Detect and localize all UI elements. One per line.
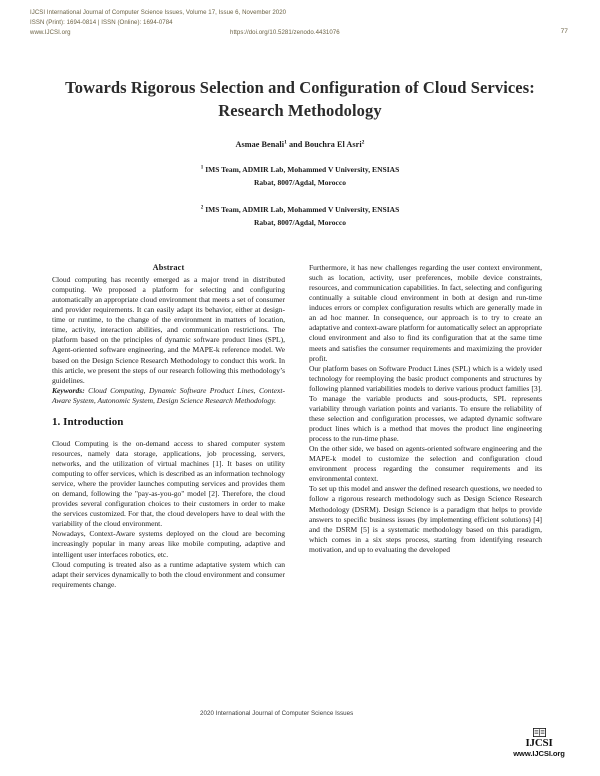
author-affiliation-marker-1: 1 bbox=[284, 139, 287, 146]
right-paragraph-3: On the other side, we based on agents-oriented software engineering and the MAPE-k model to customize the selection and configuration cloud environment process regarding the consumer requirements and its environmental context. bbox=[309, 444, 542, 484]
affiliation-2-line-1 bbox=[40, 203, 560, 216]
keywords-values: Cloud Computing, Dynamic Software Product Lines, Context-Aware System, Autonomic System, Design Science Research Methodology. bbox=[52, 385, 285, 405]
article-title-line-1: Towards Rigorous Selection and Configuration of Cloud Services: bbox=[65, 78, 535, 97]
abstract-heading: Abstract bbox=[152, 263, 185, 272]
affiliation-marker-1: 1 bbox=[200, 164, 204, 171]
header-third-line bbox=[30, 28, 570, 37]
article-title bbox=[40, 76, 560, 123]
intro-paragraph-2: Nowadays, Context-Aware systems deployed on the cloud are becoming increasingly popular in many areas like mobile computing, adaptive and intelligent user interfaces robotics, etc. bbox=[52, 529, 285, 559]
affiliation-1 bbox=[40, 163, 560, 189]
keywords-label: Keywords: bbox=[52, 385, 85, 395]
logo-website-link[interactable]: www.IJCSI.org bbox=[513, 749, 565, 759]
author-name-2: Bouchra El Asri bbox=[304, 140, 362, 149]
affiliation-1-institution: IMS Team, ADMIR Lab, Mohammed V University, ENSIAS bbox=[205, 165, 400, 174]
author-conjunction: and bbox=[286, 140, 305, 149]
affiliation-2-institution: IMS Team, ADMIR Lab, Mohammed V University, ENSIAS bbox=[205, 205, 400, 214]
issn-line: ISSN (Print): 1694-0814 | ISSN (Online): 1694-0784 bbox=[30, 18, 173, 26]
right-column bbox=[309, 263, 542, 555]
section-heading-introduction: 1. Introduction bbox=[52, 415, 124, 428]
article-title-line-2: Research Methodology bbox=[218, 101, 382, 121]
affiliation-2-line-2: Rabat, 8007/Agdal, Morocco bbox=[253, 218, 347, 228]
affiliation-1-line-2: Rabat, 8007/Agdal, Morocco bbox=[253, 178, 347, 188]
journal-issue-line: IJCSI International Journal of Computer Science Issues, Volume 17, Issue 6, November 2020 bbox=[30, 9, 287, 16]
journal-website-link[interactable]: www.IJCSI.org bbox=[30, 28, 71, 36]
affiliation-2 bbox=[40, 203, 560, 229]
intro-paragraph-3: Cloud computing is treated also as a runtime adaptative system which can adapt their services dynamically to both the cloud environment and consumer requirements change. bbox=[52, 559, 285, 589]
right-paragraph-1: Furthermore, it has new challenges regarding the user context environment, such as location, activity, user preferences, mobile device constraints, resources, and communication capabilities. In fact, selecting and configuring continually a suitable cloud environment in both at design and run-time induces errors or complex configuration results which are generally made in an ad hoc manner. In consequence, our approach is to try to create an adaptative and context-aware platform for automatically select an appropriate cloud environment and also to find its configuration that at the same time meets and satisfies the consumer requirements and maximizing the provider profit. bbox=[309, 263, 542, 363]
affiliation-1-line-1 bbox=[40, 163, 560, 176]
page-number: 77 bbox=[560, 28, 568, 36]
logo-wordmark: IJCSI bbox=[525, 736, 553, 749]
author-list bbox=[40, 140, 560, 149]
right-paragraph-2: Our platform bases on Software Product Lines (SPL) which is a widely used technology for reemploying the basic product components and structures by following planned variabilities models to derive various product families [3]. To manage the variable products and sous-products, SPL represents variability through variation points and variants. To ensure the reliability of these selection and configuration processes, we adapted dynamic software product lines which is a method that moves the product line engineering process to the run-time phase. bbox=[309, 363, 542, 444]
doi-link[interactable]: https://doi.org/10.5281/zenodo.4431076 bbox=[230, 28, 340, 36]
affiliation-marker-2: 2 bbox=[200, 204, 204, 211]
intro-paragraph-1: Cloud Computing is the on-demand access to shared computer system resources, namely data storage, applications, job processing, servers, networks, and the utilization of virtual machines [1]. It bases on utility computing to offer services, which is described as an information technology service, where the provider launches computing services and provides them on demand, following the "pay-as-you-go" model [2]. Therefore, the cloud provides several configuration choices to their customers in order to make the services customized. For that, the cloud developers have to deal with the variability of the cloud environment. bbox=[52, 438, 285, 529]
body-columns bbox=[52, 263, 552, 683]
left-column bbox=[52, 263, 285, 590]
ijcsi-logo bbox=[500, 728, 578, 758]
abstract-text: Cloud computing has recently emerged as a major trend in distributed computing. We proposed a platform for selecting and configuring automatically an appropriate cloud environment that meets a set of consumer and provider requirements. It can easily adapt its behavior, either at design-time or runtime, to the change of the environment in matters of location, time, activity, interaction abilities, and communication restrictions. The platform based on the principles of dynamic software product lines (SPL), Agent-oriented software engineering, and the MAPE-k reference model. We based on the Design Science Research Methodology to conduct this work. In this article, we present the steps of our research following this methodology’s guidelines. bbox=[52, 275, 285, 385]
author-name-1: Asmae Benali bbox=[235, 140, 285, 149]
right-paragraph-4: To set up this model and answer the defined research questions, we needed to follow a rigorous research methodology such as Design Science Research Methodology (DSRM). Design Science is a paradigm that helps to provide answers to specific business issues (by implementing efficient solutions) [4] and the DSRM [5] is a systematic methodology based on this paradigm, which comes in a six steps process, starting from identifying research motivation, and up to evaluating the developed bbox=[309, 484, 542, 554]
footer-copyright: 2020 International Journal of Computer Science Issues bbox=[200, 710, 354, 717]
keywords-line bbox=[52, 386, 285, 406]
open-book-icon bbox=[533, 728, 546, 737]
running-header bbox=[30, 8, 570, 37]
author-affiliation-marker-2: 2 bbox=[361, 139, 365, 146]
